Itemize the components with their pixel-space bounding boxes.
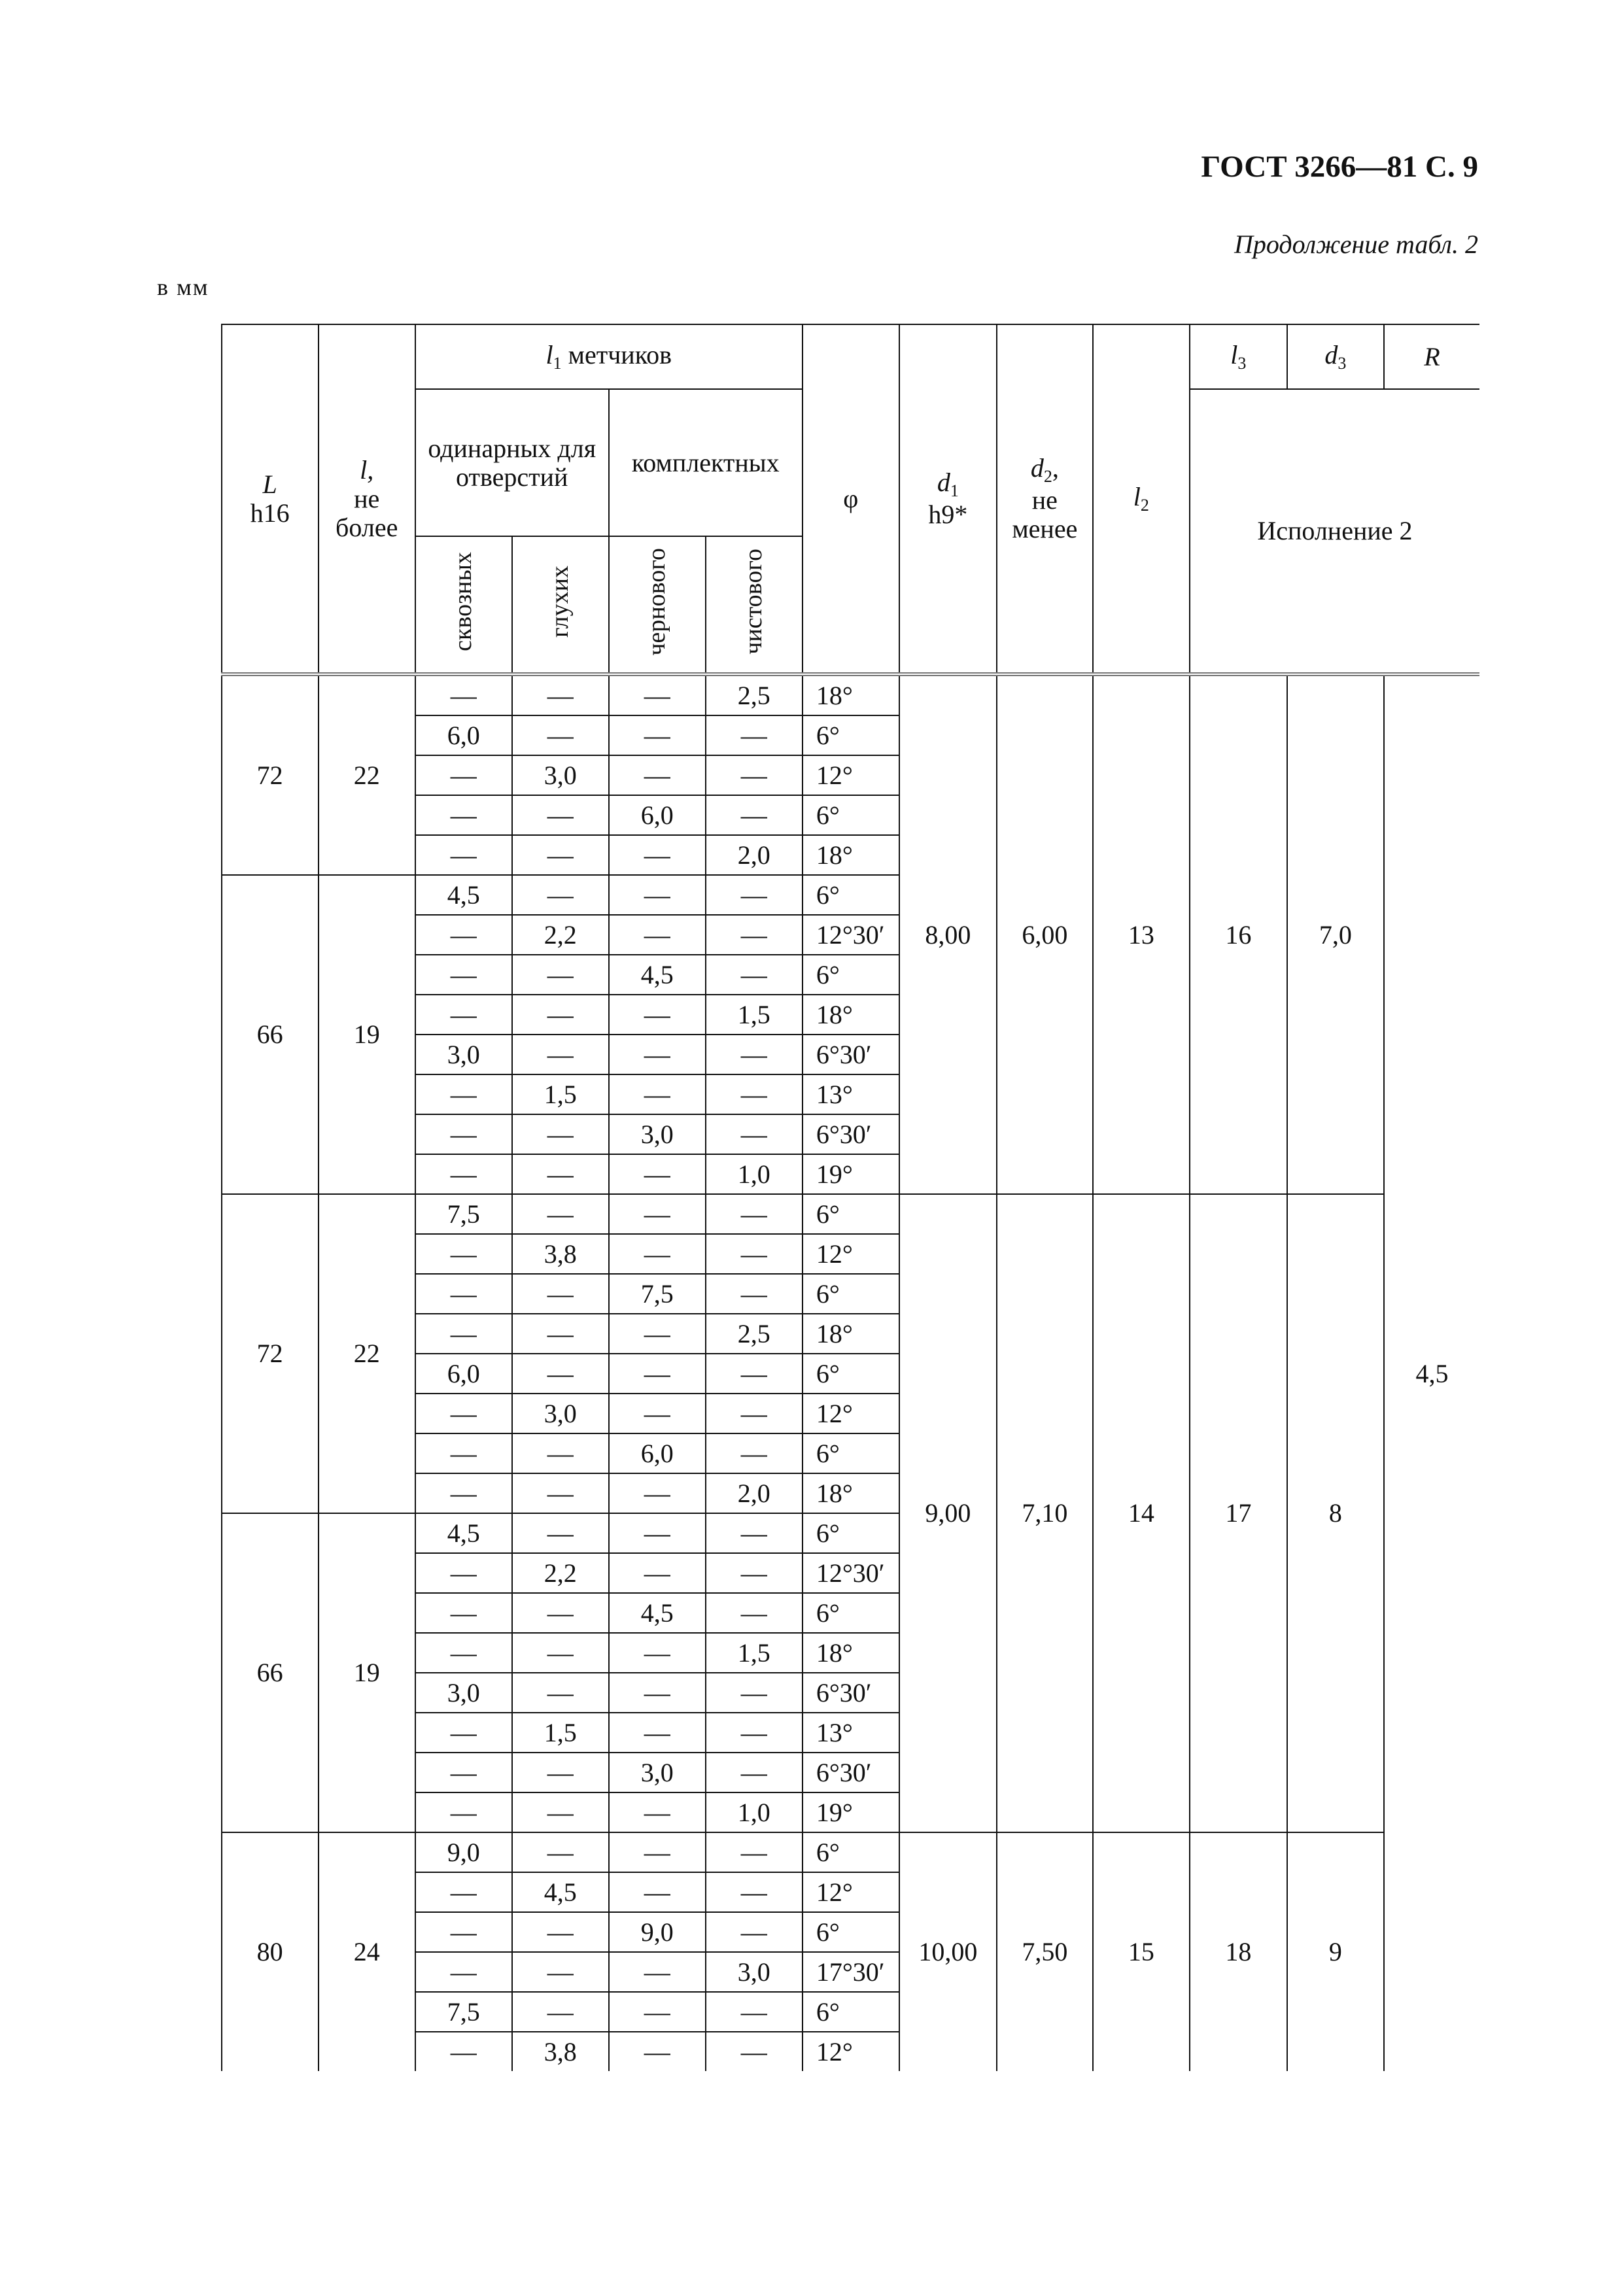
cell-through: — xyxy=(415,1792,512,1832)
cell-rough: 6,0 xyxy=(609,795,706,835)
cell-phi: 6° xyxy=(803,1992,899,2032)
cell-phi: 12°30′ xyxy=(803,1553,899,1593)
cell-through: 6,0 xyxy=(415,715,512,755)
cell-blind: — xyxy=(512,1114,609,1154)
cell-rough: 3,0 xyxy=(609,1753,706,1792)
cell-blind: — xyxy=(512,1753,609,1792)
cell-rough: — xyxy=(609,1154,706,1194)
cell-phi: 6° xyxy=(803,1832,899,1872)
cell-rough: — xyxy=(609,1952,706,1992)
cell-blind: — xyxy=(512,1912,609,1952)
cell-blind: — xyxy=(512,955,609,995)
cell-finish: — xyxy=(706,795,803,835)
cell-blind: — xyxy=(512,674,609,715)
cell-phi: 6° xyxy=(803,875,899,915)
cell-phi: 12° xyxy=(803,2032,899,2071)
cell-l3: 17 xyxy=(1190,1194,1287,1832)
cell-rough: — xyxy=(609,2032,706,2071)
header-finish: чистового xyxy=(706,536,803,674)
cell-d2: 6,00 xyxy=(997,674,1093,1194)
cell-blind: 3,0 xyxy=(512,755,609,795)
cell-finish: — xyxy=(706,1713,803,1753)
cell-through: — xyxy=(415,1753,512,1792)
header-set: комплектных xyxy=(609,389,803,536)
cell-phi: 6° xyxy=(803,1513,899,1553)
cell-finish: — xyxy=(706,1553,803,1593)
header-d3: $d_3$ xyxy=(1287,324,1384,389)
cell-blind: — xyxy=(512,1673,609,1713)
cell-rough: — xyxy=(609,1633,706,1673)
cell-rough: — xyxy=(609,1992,706,2032)
header-l3: $l_3$ xyxy=(1190,324,1287,389)
cell-finish: — xyxy=(706,1035,803,1074)
cell-l: 22 xyxy=(319,1194,415,1513)
header-L: L h16 xyxy=(222,324,319,674)
cell-through: — xyxy=(415,1114,512,1154)
cell-phi: 6° xyxy=(803,715,899,755)
cell-through: — xyxy=(415,995,512,1035)
cell-phi: 6° xyxy=(803,1433,899,1473)
cell-finish: 1,0 xyxy=(706,1154,803,1194)
document-title: ГОСТ 3266—81 С. 9 xyxy=(1201,150,1478,184)
cell-through: — xyxy=(415,1553,512,1593)
cell-phi: 19° xyxy=(803,1792,899,1832)
cell-blind: — xyxy=(512,1952,609,1992)
cell-blind: 1,5 xyxy=(512,1713,609,1753)
cell-l2: 14 xyxy=(1093,1194,1190,1832)
cell-rough: — xyxy=(609,1314,706,1354)
header-l: l, не более xyxy=(319,324,415,674)
cell-blind: — xyxy=(512,715,609,755)
cell-through: 4,5 xyxy=(415,875,512,915)
cell-phi: 12° xyxy=(803,1394,899,1433)
table-row xyxy=(157,1194,1479,1234)
cell-blind: — xyxy=(512,795,609,835)
cell-finish: 1,5 xyxy=(706,995,803,1035)
cell-through: — xyxy=(415,955,512,995)
cell-rough: — xyxy=(609,1194,706,1234)
cell-through: — xyxy=(415,1433,512,1473)
cell-blind: — xyxy=(512,1354,609,1394)
cell-rough: — xyxy=(609,995,706,1035)
cell-l: 19 xyxy=(319,875,415,1194)
cell-blind: — xyxy=(512,875,609,915)
cell-phi: 18° xyxy=(803,674,899,715)
header-d1: $d_1$ h9* xyxy=(899,324,997,674)
cell-rough: — xyxy=(609,1035,706,1074)
cell-rough: — xyxy=(609,715,706,755)
cell-blind: — xyxy=(512,1992,609,2032)
cell-finish: — xyxy=(706,1673,803,1713)
cell-rough: 4,5 xyxy=(609,955,706,995)
cell-blind: — xyxy=(512,1035,609,1074)
cell-l2: 15 xyxy=(1093,1832,1190,2071)
cell-finish: — xyxy=(706,1593,803,1633)
cell-finish: — xyxy=(706,1912,803,1952)
cell-blind: — xyxy=(512,1593,609,1633)
cell-finish: 3,0 xyxy=(706,1952,803,1992)
cell-blind: — xyxy=(512,1513,609,1553)
cell-phi: 6° xyxy=(803,955,899,995)
cell-d3: 8 xyxy=(1287,1194,1384,1832)
cell-R: 4,5 xyxy=(1384,674,1479,2071)
cell-phi: 19° xyxy=(803,1154,899,1194)
cell-blind: — xyxy=(512,1792,609,1832)
cell-L: 72 xyxy=(222,1194,319,1513)
cell-rough: — xyxy=(609,1473,706,1513)
cell-through: 3,0 xyxy=(415,1035,512,1074)
cell-finish: — xyxy=(706,1513,803,1553)
cell-blind: — xyxy=(512,1314,609,1354)
cell-L: 66 xyxy=(222,875,319,1194)
cell-finish: — xyxy=(706,1354,803,1394)
cell-rough: 9,0 xyxy=(609,1912,706,1952)
cell-L: 66 xyxy=(222,1513,319,1832)
cell-through: 4,5 xyxy=(415,1513,512,1553)
cell-finish: — xyxy=(706,1872,803,1912)
cell-finish: — xyxy=(706,955,803,995)
cell-finish: — xyxy=(706,1194,803,1234)
cell-l: 24 xyxy=(319,1832,415,2071)
cell-finish: — xyxy=(706,2032,803,2071)
cell-phi: 18° xyxy=(803,1314,899,1354)
cell-through: — xyxy=(415,1633,512,1673)
cell-through: — xyxy=(415,1593,512,1633)
cell-phi: 6°30′ xyxy=(803,1035,899,1074)
table-row xyxy=(157,674,1479,715)
dimensions-table xyxy=(157,324,1479,2071)
cell-finish: — xyxy=(706,755,803,795)
cell-d1: 9,00 xyxy=(899,1194,997,1832)
cell-rough: — xyxy=(609,1234,706,1274)
cell-rough: — xyxy=(609,1673,706,1713)
cell-rough: — xyxy=(609,1792,706,1832)
cell-phi: 13° xyxy=(803,1713,899,1753)
cell-phi: 12°30′ xyxy=(803,915,899,955)
cell-blind: — xyxy=(512,1154,609,1194)
cell-blind: — xyxy=(512,1473,609,1513)
header-single: одинарных для отверстий xyxy=(415,389,609,536)
cell-blind: — xyxy=(512,1633,609,1673)
cell-blind: — xyxy=(512,995,609,1035)
header-blind: глухих xyxy=(512,536,609,674)
cell-d3: 9 xyxy=(1287,1832,1384,2071)
cell-through: — xyxy=(415,1154,512,1194)
cell-finish: — xyxy=(706,1992,803,2032)
cell-blind: 3,8 xyxy=(512,2032,609,2071)
cell-rough: — xyxy=(609,1513,706,1553)
cell-phi: 6° xyxy=(803,1194,899,1234)
cell-phi: 6° xyxy=(803,1354,899,1394)
cell-blind: — xyxy=(512,1194,609,1234)
cell-blind: — xyxy=(512,1433,609,1473)
cell-blind: — xyxy=(512,835,609,875)
cell-rough: — xyxy=(609,875,706,915)
cell-blind: 3,0 xyxy=(512,1394,609,1433)
cell-through: — xyxy=(415,1234,512,1274)
cell-finish: 2,5 xyxy=(706,1314,803,1354)
table-stub-column xyxy=(157,324,222,674)
cell-finish: — xyxy=(706,1832,803,1872)
cell-finish: — xyxy=(706,915,803,955)
table-stub-column xyxy=(157,674,222,2071)
cell-through: — xyxy=(415,1912,512,1952)
cell-phi: 13° xyxy=(803,1074,899,1114)
cell-blind: 2,2 xyxy=(512,1553,609,1593)
cell-d1: 8,00 xyxy=(899,674,997,1194)
cell-rough: — xyxy=(609,1074,706,1114)
cell-phi: 6°30′ xyxy=(803,1673,899,1713)
table-continuation-label: Продолжение табл. 2 xyxy=(1234,230,1478,259)
cell-blind: 4,5 xyxy=(512,1872,609,1912)
cell-through: — xyxy=(415,1394,512,1433)
cell-through: — xyxy=(415,915,512,955)
cell-rough: — xyxy=(609,1713,706,1753)
cell-through: — xyxy=(415,1314,512,1354)
cell-phi: 17°30′ xyxy=(803,1952,899,1992)
cell-d2: 7,10 xyxy=(997,1194,1093,1832)
cell-d3: 7,0 xyxy=(1287,674,1384,1194)
cell-finish: — xyxy=(706,1234,803,1274)
cell-finish: — xyxy=(706,1114,803,1154)
cell-d2: 7,50 xyxy=(997,1832,1093,2071)
cell-l2: 13 xyxy=(1093,674,1190,1194)
header-through: сквозных xyxy=(415,536,512,674)
cell-through: — xyxy=(415,674,512,715)
cell-finish: 1,5 xyxy=(706,1633,803,1673)
cell-rough: — xyxy=(609,674,706,715)
cell-finish: 2,5 xyxy=(706,674,803,715)
header-d2: $d_2$, не менее xyxy=(997,324,1093,674)
cell-rough: 3,0 xyxy=(609,1114,706,1154)
cell-phi: 12° xyxy=(803,755,899,795)
header-R: R xyxy=(1384,324,1479,389)
cell-phi: 18° xyxy=(803,835,899,875)
cell-blind: 3,8 xyxy=(512,1234,609,1274)
cell-blind: 2,2 xyxy=(512,915,609,955)
cell-blind: 1,5 xyxy=(512,1074,609,1114)
header-l1-taps: $l_1$ метчиков xyxy=(415,324,803,389)
header-phi: φ xyxy=(803,324,899,674)
header-l2: $l_2$ xyxy=(1093,324,1190,674)
cell-l3: 18 xyxy=(1190,1832,1287,2071)
cell-through: — xyxy=(415,1274,512,1314)
cell-rough: 4,5 xyxy=(609,1593,706,1633)
cell-through: — xyxy=(415,1952,512,1992)
cell-phi: 6° xyxy=(803,795,899,835)
cell-finish: — xyxy=(706,715,803,755)
cell-L: 72 xyxy=(222,674,319,875)
cell-finish: — xyxy=(706,875,803,915)
cell-through: 7,5 xyxy=(415,1194,512,1234)
cell-phi: 12° xyxy=(803,1234,899,1274)
cell-finish: — xyxy=(706,1394,803,1433)
cell-through: 6,0 xyxy=(415,1354,512,1394)
cell-L: 80 xyxy=(222,1832,319,2071)
cell-finish: 2,0 xyxy=(706,835,803,875)
cell-d1: 10,00 xyxy=(899,1832,997,2071)
cell-l3: 16 xyxy=(1190,674,1287,1194)
cell-finish: — xyxy=(706,1433,803,1473)
cell-rough: — xyxy=(609,1394,706,1433)
cell-phi: 18° xyxy=(803,1633,899,1673)
cell-rough: — xyxy=(609,1553,706,1593)
cell-through: — xyxy=(415,1473,512,1513)
cell-rough: 7,5 xyxy=(609,1274,706,1314)
cell-rough: — xyxy=(609,915,706,955)
cell-blind: — xyxy=(512,1832,609,1872)
cell-blind: — xyxy=(512,1274,609,1314)
cell-phi: 6°30′ xyxy=(803,1114,899,1154)
cell-finish: — xyxy=(706,1274,803,1314)
cell-finish: — xyxy=(706,1753,803,1792)
cell-through: — xyxy=(415,755,512,795)
cell-through: 7,5 xyxy=(415,1992,512,2032)
cell-phi: 6° xyxy=(803,1274,899,1314)
cell-through: — xyxy=(415,1872,512,1912)
cell-phi: 6°30′ xyxy=(803,1753,899,1792)
cell-phi: 12° xyxy=(803,1872,899,1912)
cell-rough: — xyxy=(609,1872,706,1912)
cell-through: 3,0 xyxy=(415,1673,512,1713)
cell-phi: 18° xyxy=(803,1473,899,1513)
cell-finish: 1,0 xyxy=(706,1792,803,1832)
cell-through: — xyxy=(415,1074,512,1114)
cell-through: — xyxy=(415,1713,512,1753)
cell-through: — xyxy=(415,795,512,835)
cell-rough: 6,0 xyxy=(609,1433,706,1473)
cell-rough: — xyxy=(609,755,706,795)
cell-rough: — xyxy=(609,1832,706,1872)
cell-through: — xyxy=(415,835,512,875)
table-row xyxy=(157,1832,1479,1872)
cell-through: — xyxy=(415,2032,512,2071)
units-label: в мм xyxy=(157,274,209,300)
header-execution-2: Исполнение 2 xyxy=(1190,389,1479,674)
cell-l: 22 xyxy=(319,674,415,875)
cell-rough: — xyxy=(609,835,706,875)
cell-phi: 18° xyxy=(803,995,899,1035)
header-rough: чернового xyxy=(609,536,706,674)
cell-phi: 6° xyxy=(803,1912,899,1952)
cell-phi: 6° xyxy=(803,1593,899,1633)
cell-rough: — xyxy=(609,1354,706,1394)
cell-through: 9,0 xyxy=(415,1832,512,1872)
cell-finish: — xyxy=(706,1074,803,1114)
cell-l: 19 xyxy=(319,1513,415,1832)
cell-finish: 2,0 xyxy=(706,1473,803,1513)
